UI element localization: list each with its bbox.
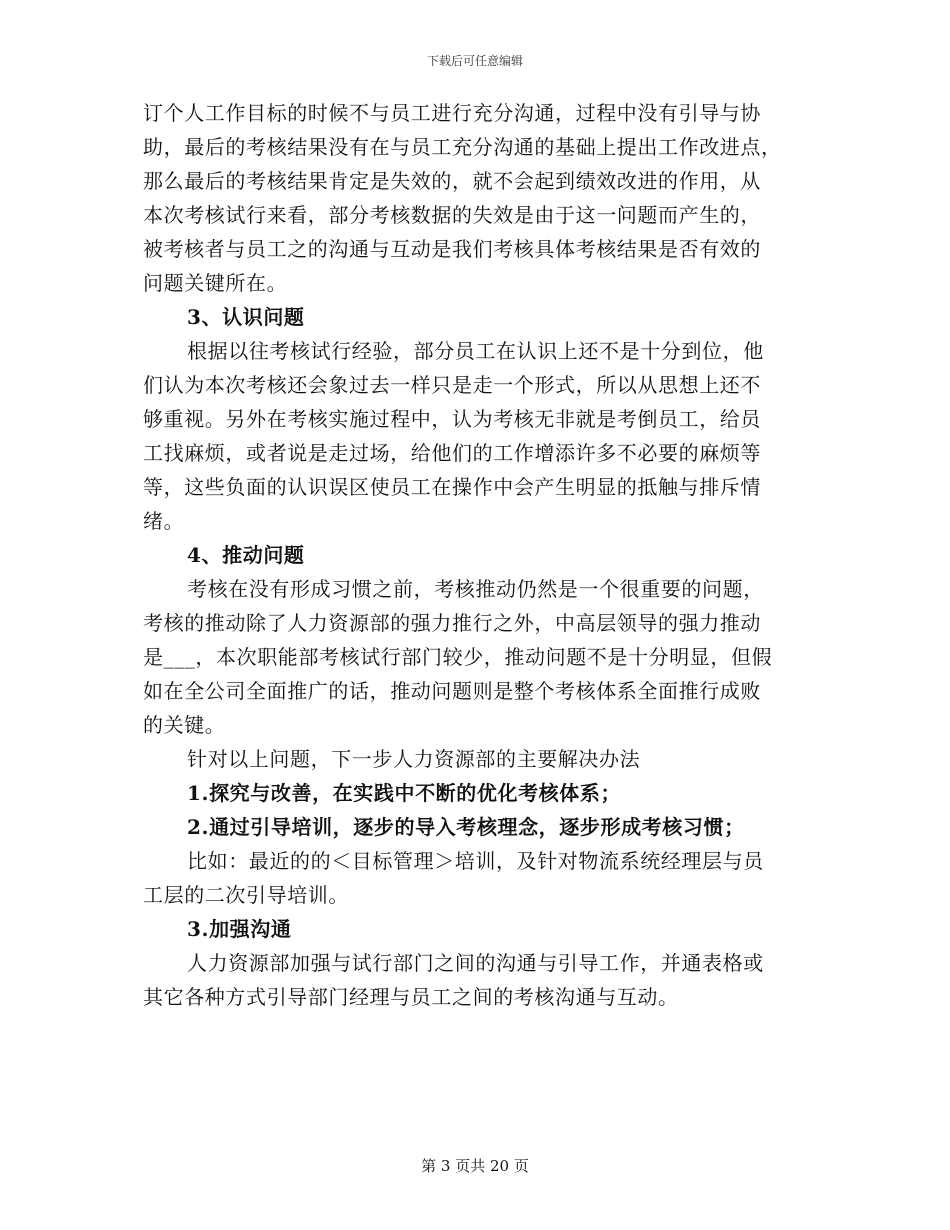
paragraph-line: 根据以往考核试行经验，部分员工在认识上还不是十分到位，他 <box>187 339 764 363</box>
paragraph-line: 如在全公司全面推广的话，推动问题则是整个考核体系全面推行成败 <box>143 679 761 703</box>
section-heading: 1.探究与改善，在实践中不断的优化考核体系； <box>187 781 622 805</box>
section-heading: 4、推动问题 <box>187 543 305 567</box>
paragraph-line: 比如：最近的的＜目标管理＞培训，及针对物流系统经理层与员 <box>187 849 764 873</box>
paragraph-line: 的关键。 <box>143 713 226 737</box>
paragraph-line: 考核的推动除了人力资源部的强力推行之外，中高层领导的强力推动 <box>143 611 761 635</box>
paragraph-line: 们认为本次考核还会象过去一样只是走一个形式，所以从思想上还不 <box>143 373 761 397</box>
paragraph-line: 被考核者与员工之的沟通与互动是我们考核具体考核结果是否有效的 <box>143 237 761 261</box>
paragraph-line: 问题关键所在。 <box>143 271 288 295</box>
paragraph-line: 本次考核试行来看，部分考核数据的失效是由于这一问题而产生的， <box>143 203 761 227</box>
page-header: 下载后可任意编辑 <box>426 54 523 68</box>
paragraph-line: 绪。 <box>143 509 185 533</box>
page-footer: 第 3 页共 20 页 <box>421 1157 529 1175</box>
paragraph-line: 是___，本次职能部考核试行部门较少，推动问题不是十分明显，但假 <box>143 645 773 669</box>
section-heading: 3、认识问题 <box>187 305 305 329</box>
section-heading: 2.通过引导培训，逐步的导入考核理念，逐步形成考核习惯； <box>187 815 745 839</box>
paragraph-line: 工层的二次引导培训。 <box>143 883 349 907</box>
section-heading: 3.加强沟通 <box>187 917 292 941</box>
paragraph-line: 针对以上问题，下一步人力资源部的主要解决办法 <box>187 747 641 771</box>
paragraph-line: 够重视。另外在考核实施过程中，认为考核无非就是考倒员工，给员 <box>143 407 761 431</box>
paragraph-line: 那么最后的考核结果肯定是失效的，就不会起到绩效改进的作用，从 <box>143 169 761 193</box>
paragraph-line: 工找麻烦，或者说是走过场，给他们的工作增添许多不必要的麻烦等 <box>143 441 761 465</box>
paragraph-line: 助，最后的考核结果没有在与员工充分沟通的基础上提出工作改进点， <box>143 135 782 159</box>
paragraph-line: 其它各种方式引导部门经理与员工之间的考核沟通与互动。 <box>143 985 679 1009</box>
paragraph-line: 等，这些负面的认识误区使员工在操作中会产生明显的抵触与排斥情 <box>143 475 761 499</box>
paragraph-line: 考核在没有形成习惯之前，考核推动仍然是一个很重要的问题， <box>187 577 764 601</box>
paragraph-line: 订个人工作目标的时候不与员工进行充分沟通，过程中没有引导与协 <box>143 101 761 125</box>
paragraph-line: 人力资源部加强与试行部门之间的沟通与引导工作，并通表格或 <box>187 951 764 975</box>
document-body <box>143 96 808 1014</box>
